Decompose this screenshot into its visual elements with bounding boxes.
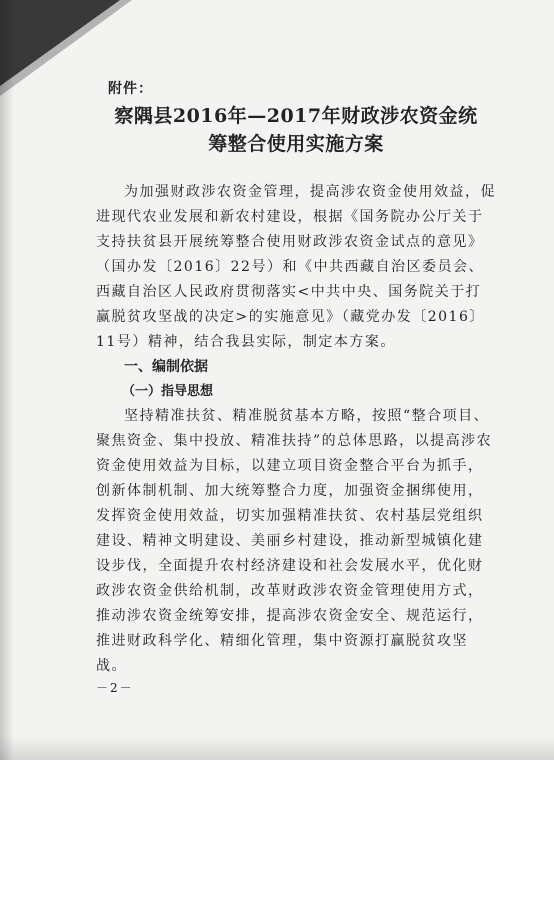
scan-bottom-edge-shadow	[0, 736, 554, 760]
section-heading-basis: 一、编制依据	[124, 359, 208, 375]
title-line-1: 察隅县2016年—2017年财政涉农资金统	[114, 105, 478, 127]
document-title	[96, 102, 496, 158]
intro-paragraph: 为加强财政涉农资金管理，提高涉农资金使用效益，促进现代农业发展和新农村建设，根据《国务院办公厅关于支持扶贫县开展统筹整合使用财政涉农资金试点的意见》（国办发〔2016〕22号）和《中共西藏自治区委员会、西藏自治区人民政府贯彻落实<中共中央、国务院关于打赢脱贫攻坚战的决定>的实施意见》（藏党办发〔2016〕11号）精神，结合我县实际，制定本方案。	[96, 184, 496, 350]
document-content	[96, 70, 496, 697]
page-number: －2－	[96, 681, 134, 695]
title-line-2: 筹整合使用实施方案	[208, 133, 384, 155]
subsection-heading-guiding-thought: （一）指导思想	[122, 384, 214, 399]
attachment-label: 附件：	[108, 81, 153, 97]
scan-left-edge-shadow	[0, 0, 14, 760]
guiding-thought-paragraph: 坚持精准扶贫、精准脱贫基本方略，按照“整合项目、聚焦资金、集中投放、精准扶持”的总体思路，以提高涉农资金使用效益为目标，以建立项目资金整合平台为抓手，创新体制机制、加大统筹整合力度，加强资金捆绑使用，发挥资金使用效益，切实加强精准扶贫、农村基层党组织建设、精神文明建设、美丽乡村建设，推动新型城镇化建设步伐，全面提升农村经济建设和社会发展水平，优化财政涉农资金供给机制，改革财政涉农资金管理使用方式，推动涉农资金统筹安排，提高涉农资金安全、规范运行，推进财政科学化、精细化管理，集中资源打赢脱贫攻坚战。	[96, 408, 493, 674]
